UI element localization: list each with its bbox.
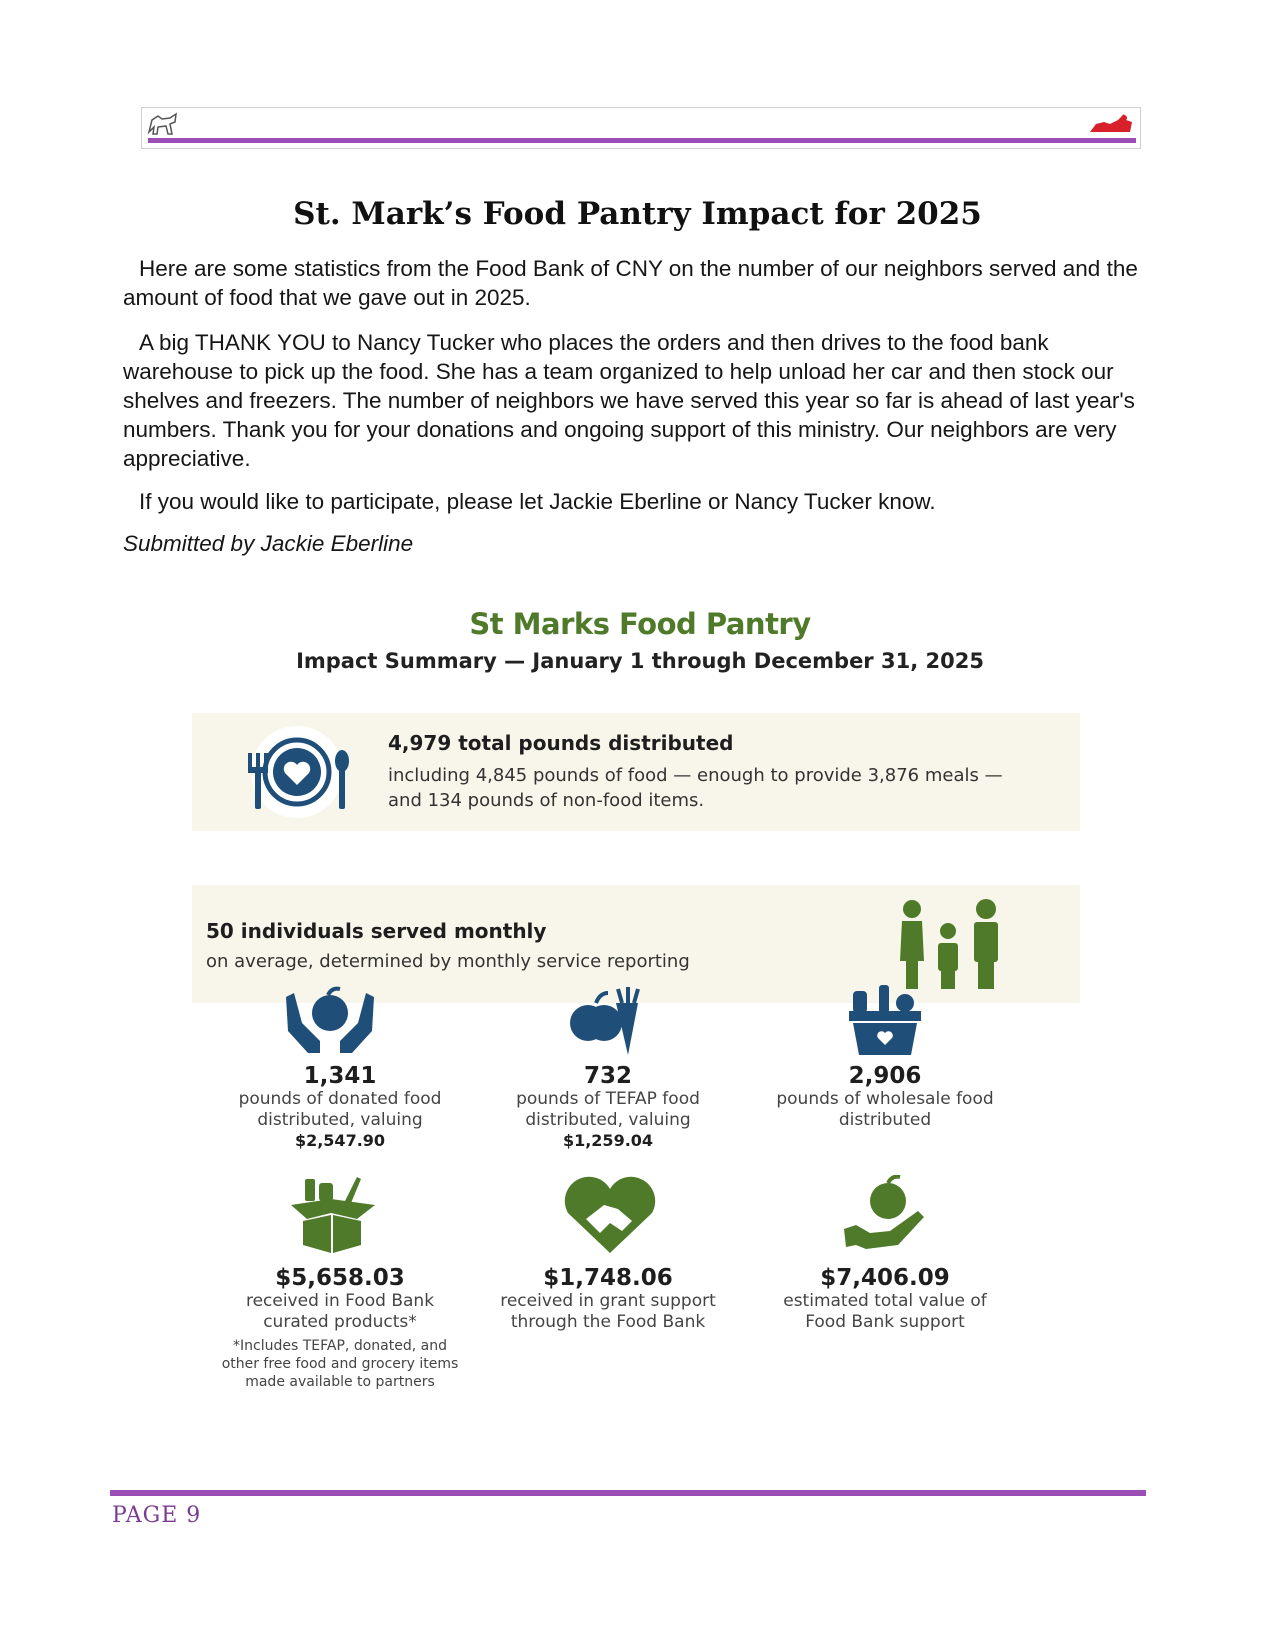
footer-rule (110, 1490, 1146, 1496)
stat-label: pounds of wholesale food (776, 1089, 994, 1109)
hand-apple-icon (840, 1175, 930, 1255)
individuals-headline: 50 individuals served monthly (206, 919, 547, 943)
apple-carrot-icon (566, 983, 646, 1058)
impact-infographic (190, 585, 1090, 1475)
pounds-detail-line2: and 134 pounds of non-food items. (388, 790, 705, 811)
stat-value: $2,547.90 (294, 1131, 386, 1150)
stat-curated (190, 1265, 490, 1391)
stat-number: 1,341 (303, 1063, 377, 1089)
footnote-line: *Includes TEFAP, donated, and (233, 1338, 447, 1354)
produce-box-icon (285, 1175, 380, 1255)
stat-label: pounds of TEFAP food (516, 1089, 700, 1109)
lion-logo-left-icon (146, 110, 180, 140)
stat-grant (458, 1265, 758, 1333)
stat-label: through the Food Bank (510, 1312, 706, 1332)
stat-total-value (735, 1265, 1035, 1333)
header-rule (148, 138, 1136, 143)
footnote-line: other free food and grocery items (221, 1356, 459, 1372)
hands-fruit-icon (280, 983, 380, 1058)
stat-number: $7,406.09 (820, 1265, 950, 1291)
stat-wholesale (735, 1063, 1035, 1131)
footnote (190, 1337, 490, 1391)
stat-label: distributed, valuing (257, 1110, 423, 1130)
heart-handshake-icon (560, 1175, 660, 1255)
page-number: PAGE 9 (112, 1503, 202, 1528)
lion-logo-right-icon (1086, 110, 1136, 138)
stat-tefap (458, 1063, 758, 1150)
stat-label: pounds of donated food (238, 1089, 442, 1109)
stat-number: $1,748.06 (543, 1265, 673, 1291)
stat-label: distributed (838, 1110, 932, 1130)
page-title: St. Mark’s Food Pantry Impact for 2025 (293, 196, 982, 232)
stat-label: curated products* (263, 1312, 417, 1332)
stat-label: received in Food Bank (245, 1291, 435, 1311)
stat-label: Food Bank support (805, 1312, 965, 1332)
pounds-band (192, 713, 1080, 831)
family-icon (892, 895, 1012, 995)
intro-paragraph: Here are some statistics from the Food Bank of CNY on the number of our neighbors served and the amount of food that we gave out in 2025. (123, 256, 1138, 310)
participate-paragraph: If you would like to participate, please let Jackie Eberline or Nancy Tucker know. (139, 489, 936, 514)
stat-label: received in grant support (500, 1291, 716, 1311)
stat-number: 2,906 (848, 1063, 922, 1089)
infographic-subtitle: Impact Summary — January 1 through December 31, 2025 (296, 649, 984, 673)
stat-label: estimated total value of (783, 1291, 987, 1311)
individuals-detail: on average, determined by monthly service reporting (206, 951, 690, 972)
stat-number: $5,658.03 (275, 1265, 405, 1291)
pounds-headline: 4,979 total pounds distributed (388, 731, 734, 755)
infographic-title: St Marks Food Pantry (469, 607, 811, 641)
stat-value: $1,259.04 (562, 1131, 654, 1150)
stat-donated (190, 1063, 490, 1150)
stat-label: distributed, valuing (525, 1110, 691, 1130)
stat-number: 732 (583, 1063, 632, 1089)
signature: Submitted by Jackie Eberline (123, 531, 414, 556)
plate-heart-icon (232, 723, 362, 821)
footnote-line: made available to partners (245, 1374, 435, 1390)
grocery-basket-icon (845, 983, 925, 1058)
pounds-detail-line1: including 4,845 pounds of food — enough to provide 3,876 meals — (388, 765, 1003, 786)
thanks-paragraph: A big THANK YOU to Nancy Tucker who places the orders and then drives to the food bank warehouse to pick up the food. She has a team organized to help unload her car and then stock our shelves and freezers. The number of neighbors we have served this year so far is ahead of last year's numbers. Thank you for your donations and ongoing support of this ministry. Our neighbors are very appreciative. (123, 330, 1135, 471)
